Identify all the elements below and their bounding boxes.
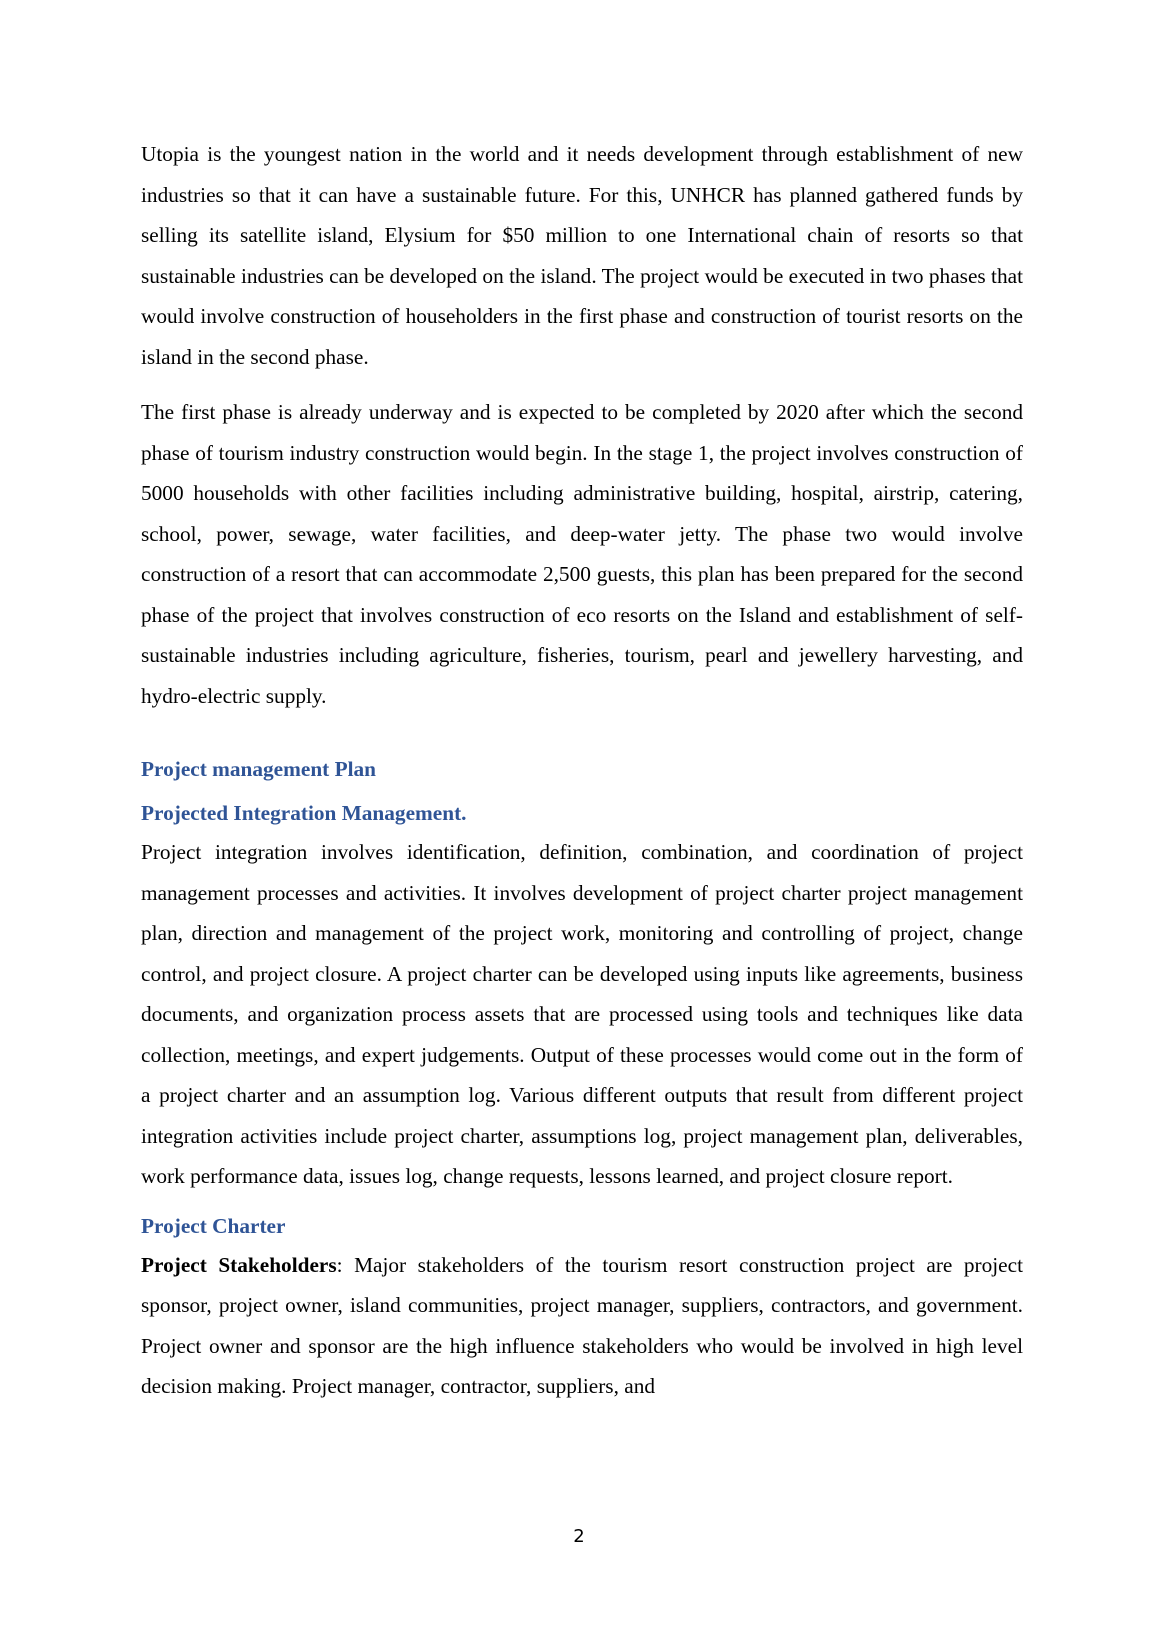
- heading-project-management-plan: Project management Plan: [141, 757, 376, 781]
- stakeholders-paragraph: [141, 1245, 1023, 1407]
- integration-paragraph: Project integration involves identification, definition, combination, and coordination of project management processes and activities. It involves development of project charter project management plan, direction and management of the project work, monitoring and controlling of project, change control, and project closure. A project charter can be developed using inputs like agreements, business documents, and organization process assets that are processed using tools and techniques like data collection, meetings, and expert judgements. Output of these processes would come out in the form of a project charter and an assumption log. Various different outputs that result from different project integration activities include project charter, assumptions log, project management plan, deliverables, work performance data, issues log, change requests, lessons learned, and project closure report.: [141, 840, 1023, 1188]
- heading-project-charter: Project Charter: [141, 1213, 286, 1238]
- page-number: 2: [573, 1526, 585, 1547]
- stakeholders-label: Project Stakeholders: [141, 1252, 337, 1277]
- intro-paragraph-1: Utopia is the youngest nation in the world and it needs development through establishment of new industries so that it can have a sustainable future. For this, UNHCR has planned gathered funds by selling its satellite island, Elysium for $50 million to one International chain of resorts so that sustainable industries can be developed on the island. The project would be executed in two phases that would involve construction of householders in the first phase and construction of tourist resorts on the island in the second phase.: [141, 142, 1023, 369]
- heading-integration-management: Projected Integration Management.: [141, 801, 467, 825]
- stakeholders-text: : Major stakeholders of the tourism resort construction project are project sponsor, project owner, island communities, project manager, suppliers, contractors, and government. Project owner and sponsor are the high influence stakeholders who would be involved in high level decision making. Project manager, contractor, suppliers, and: [141, 1252, 1024, 1398]
- document-page: [141, 134, 1023, 1407]
- intro-paragraph-2: The first phase is already underway and is expected to be completed by 2020 after which the second phase of tourism industry construction would begin. In the stage 1, the project involves construction of 5000 households with other facilities including administrative building, hospital, airstrip, catering, school, power, sewage, water facilities, and deep-water jetty. The phase two would involve construction of a resort that can accommodate 2,500 guests, this plan has been prepared for the second phase of the project that involves construction of eco resorts on the Island and establishment of self-sustainable industries including agriculture, fisheries, tourism, pearl and jewellery harvesting, and hydro-electric supply.: [141, 400, 1023, 708]
